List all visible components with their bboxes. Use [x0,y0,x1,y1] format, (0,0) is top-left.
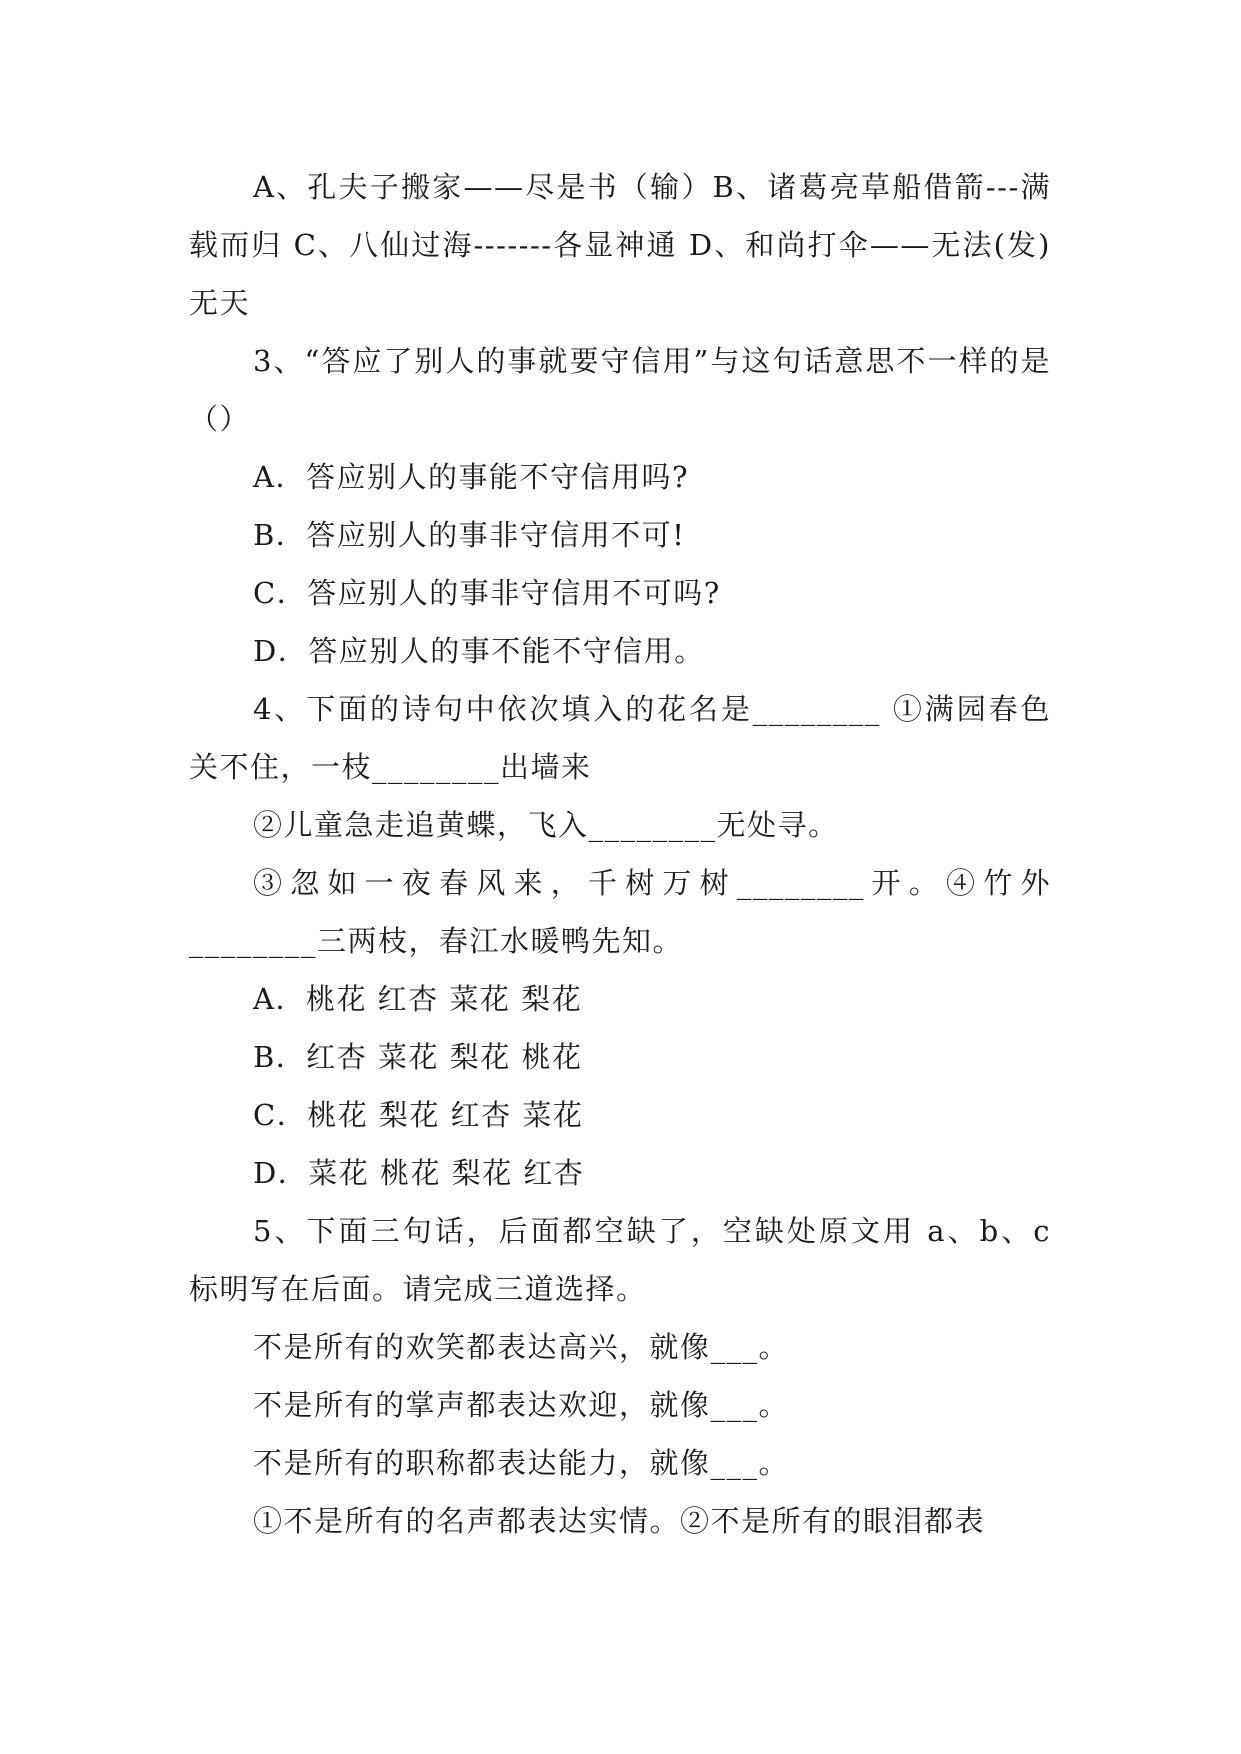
question-3-stem: 3、“答应了别人的事就要守信用”与这句话意思不一样的是（） [189,344,1051,436]
question-3-option-b: B．答应别人的事非守信用不可! [253,518,686,552]
document-page [189,158,1051,1550]
question-4-option-d: D．菜花 桃花 梨花 红杏 [253,1156,585,1190]
question-4-option-a: A．桃花 红杏 菜花 梨花 [253,982,583,1016]
question-3-option-d: D．答应别人的事不能不守信用。 [253,634,705,668]
question-4-line-2: ②儿童急走追黄蝶，飞入________无处寻。 [253,808,839,842]
question-5-sentence-c: 不是所有的职称都表达能力，就像___。 [253,1446,790,1480]
question-5-sentence-a: 不是所有的欢笑都表达高兴，就像___。 [253,1330,790,1364]
question-4-stem: 4、下面的诗句中依次填入的花名是________ ①满园春色关不住，一枝________出墙来 [189,692,1051,784]
question-3-option-c: C．答应别人的事非守信用不可吗? [253,576,721,610]
question-5-stem: 5、下面三句话，后面都空缺了，空缺处原文用 a、b、c 标明写在后面。请完成三道选择。 [189,1214,1051,1306]
question-4-option-b: B．红杏 菜花 梨花 桃花 [253,1040,583,1074]
question-5-sentence-b: 不是所有的掌声都表达欢迎，就像___。 [253,1388,790,1422]
question-4-option-c: C．桃花 梨花 红杏 菜花 [253,1098,584,1132]
idiom-options-paragraph: A、孔夫子搬家——尽是书（输）B、诸葛亮草船借箭---满载而归 C、八仙过海-------各显神通 D、和尚打伞——无法(发)无天 [189,170,1051,320]
question-3-option-a: A．答应别人的事能不守信用吗? [253,460,689,494]
question-4-line-3: ③忽如一夜春风来，千树万树________开。④竹外________三两枝，春江水暖鸭先知。 [189,866,1051,958]
question-5-choices: ①不是所有的名声都表达实情。②不是所有的眼泪都表 [253,1504,986,1538]
